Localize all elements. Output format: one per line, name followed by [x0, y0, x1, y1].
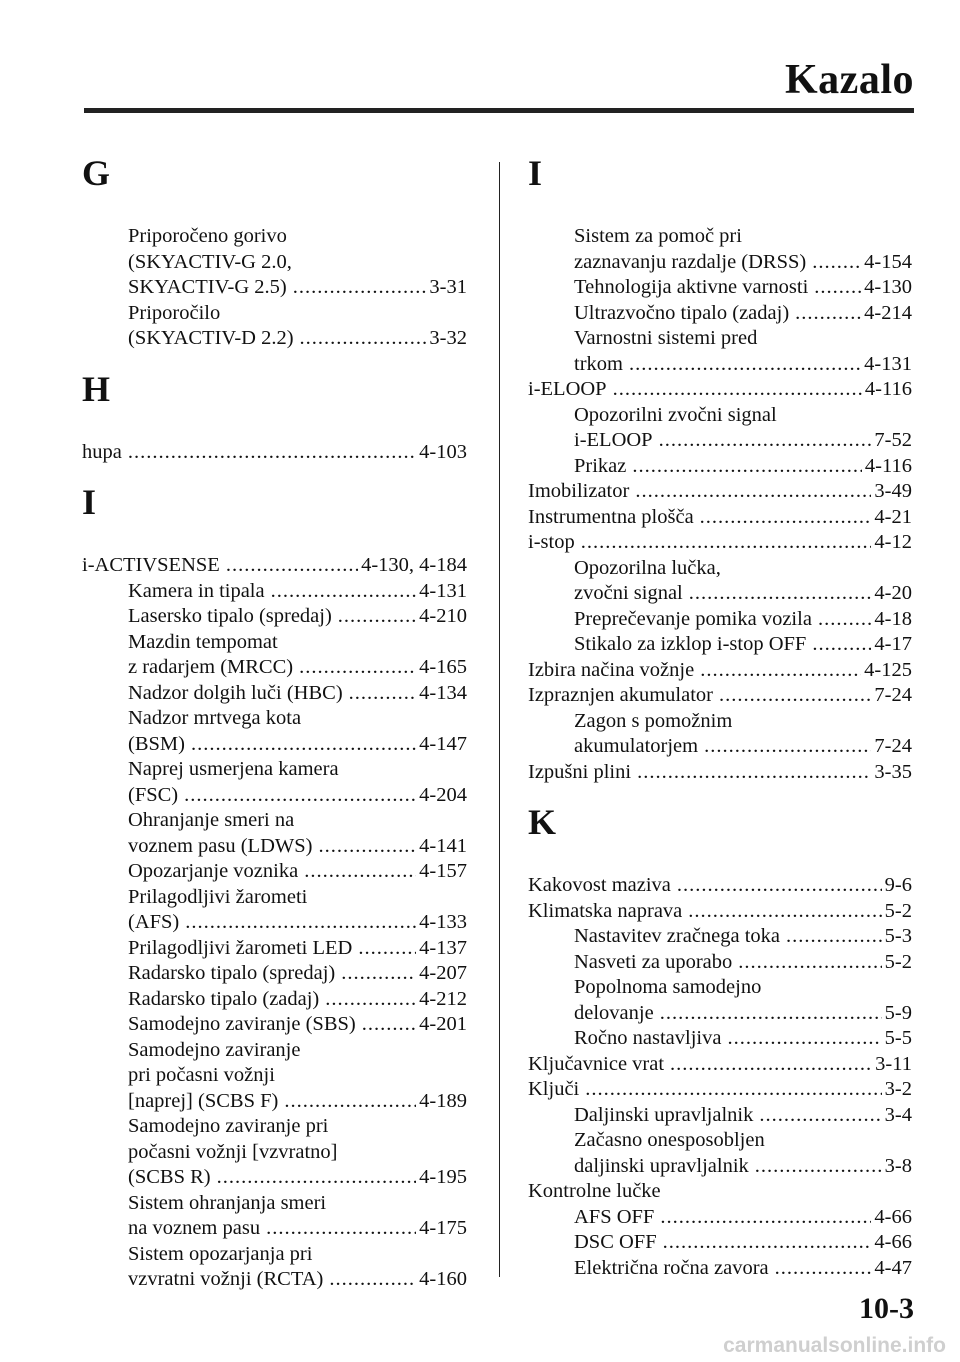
- entry-page-ref: 4-116: [864, 454, 912, 477]
- entry-text: zvočni signal: [574, 582, 683, 604]
- index-subentry: [82, 732, 467, 758]
- index-subentry: [82, 987, 467, 1013]
- section-spacer: [82, 525, 467, 553]
- leader-dots: [795, 301, 861, 327]
- entry-text: Izpušni plini: [528, 760, 632, 783]
- section-spacer: [528, 845, 912, 873]
- index-subentry: [82, 783, 467, 809]
- entry-text: Ključavnice vrat: [528, 1052, 665, 1075]
- entry-page-ref: 4-157: [419, 860, 467, 882]
- entry-text: Opozorilni zvočni signal: [574, 403, 777, 426]
- entry-text: (SKYACTIV-D 2.2): [128, 327, 294, 349]
- entry-page-ref: 4-212: [419, 987, 467, 1010]
- index-subentry: [82, 936, 467, 962]
- entry-page-ref: 4-207: [419, 962, 467, 984]
- index-subentry: [82, 834, 467, 860]
- entry-page-ref: 4-130: [864, 276, 912, 298]
- index-entry: [528, 899, 912, 925]
- leader-dots: [299, 655, 416, 681]
- entry-text: Sistem ohranjanja smeri: [128, 1191, 327, 1214]
- leader-dots: [226, 553, 358, 579]
- entry-text: DSC OFF: [574, 1231, 657, 1253]
- index-entry: [528, 760, 912, 786]
- entry-page-ref: 4-21: [874, 505, 912, 528]
- entry-page-ref: 4-204: [419, 783, 467, 806]
- index-subentry: [82, 681, 467, 707]
- section-letter-g: G: [82, 153, 111, 193]
- entry-text: (AFS): [128, 911, 180, 933]
- entry-text: hupa: [82, 440, 122, 463]
- leader-dots: [660, 1001, 882, 1027]
- entry-text: Prikaz: [574, 454, 627, 477]
- entry-text: akumulatorjem: [574, 735, 699, 757]
- index-subentry: [82, 1191, 467, 1217]
- leader-dots: [689, 581, 872, 607]
- index-subentry: [82, 859, 467, 885]
- index-subentry: [82, 1038, 467, 1064]
- leader-dots: [637, 760, 871, 786]
- index-subentry: [528, 454, 912, 480]
- entry-text: (BSM): [128, 732, 185, 755]
- entry-page-ref: 7-24: [874, 684, 912, 706]
- leader-dots: [727, 1026, 881, 1052]
- index-subentry: [528, 581, 912, 607]
- index-subentry: [528, 1154, 912, 1180]
- entry-text: Zagon s pomožnim: [574, 709, 733, 732]
- entry-text: Popolnoma samodejno: [574, 976, 762, 998]
- index-subentry: [82, 1267, 467, 1293]
- leader-dots: [814, 275, 861, 301]
- leader-dots: [581, 530, 872, 556]
- entry-text: Samodejno zaviranje (SBS): [128, 1013, 356, 1035]
- index-subentry: [82, 1242, 467, 1268]
- leader-dots: [704, 734, 871, 760]
- entry-text: Nasveti za uporabo: [574, 950, 733, 973]
- index-subentry: [528, 1026, 912, 1052]
- index-subentry: [528, 1103, 912, 1129]
- index-subentry: [528, 1128, 912, 1154]
- index-subentry: [82, 224, 467, 250]
- entry-page-ref: 4-20: [874, 582, 912, 604]
- index-subentry: [528, 326, 912, 352]
- leader-dots: [719, 683, 871, 709]
- index-subentry: [82, 655, 467, 681]
- section-spacer: [528, 196, 912, 224]
- entry-text: Ročno nastavljiva: [574, 1027, 722, 1049]
- index-entry: [528, 873, 912, 899]
- index-entry: [528, 1077, 912, 1103]
- index-subentry: [528, 250, 912, 276]
- entry-page-ref: 4-165: [419, 656, 467, 678]
- entry-text: Ohranjanje smeri na: [128, 809, 295, 831]
- entry-text: Preprečevanje pomika vozila: [574, 607, 812, 630]
- entry-text: i-ELOOP: [574, 429, 653, 451]
- index-subentry: [528, 950, 912, 976]
- entry-text: Kontrolne lučke: [528, 1180, 661, 1202]
- index-column-left: [82, 150, 467, 1293]
- entry-page-ref: 3-2: [884, 1078, 912, 1100]
- leader-dots: [812, 632, 871, 658]
- leader-dots: [191, 732, 416, 758]
- section-spacer: [82, 412, 467, 440]
- entry-text: Naprej usmerjena kamera: [128, 758, 339, 780]
- leader-dots: [185, 910, 416, 936]
- leader-dots: [325, 987, 416, 1013]
- leader-dots: [670, 1052, 872, 1078]
- leader-dots: [318, 834, 416, 860]
- entry-text: Radarsko tipalo (spredaj): [128, 962, 336, 984]
- leader-dots: [700, 505, 872, 531]
- entry-text: Ključi: [528, 1078, 580, 1100]
- entry-text: na voznem pasu: [128, 1217, 261, 1239]
- entry-page-ref: 4-137: [419, 936, 467, 959]
- index-subentry: [528, 556, 912, 582]
- index-subentry: [82, 1012, 467, 1038]
- index-subentry: [82, 1063, 467, 1089]
- entry-text: Priporočilo: [128, 301, 221, 324]
- entry-text: Prilagodljivi žarometi LED: [128, 936, 353, 959]
- entry-text: (SKYACTIV-G 2.0,: [128, 250, 292, 273]
- entry-text: Opozarjanje voznika: [128, 860, 299, 882]
- entry-page-ref: 4-131: [864, 352, 912, 375]
- index-subentry: [82, 1140, 467, 1166]
- index-subentry: [528, 403, 912, 429]
- entry-text: Samodejno zaviranje pri: [128, 1115, 329, 1137]
- leader-dots: [349, 681, 417, 707]
- index-subentry: [528, 352, 912, 378]
- entry-text: voznem pasu (LDWS): [128, 834, 313, 857]
- entry-page-ref: 4-12: [874, 531, 912, 553]
- index-subentry: [82, 1114, 467, 1140]
- entry-text: Prilagodljivi žarometi: [128, 885, 308, 908]
- entry-page-ref: 4-125: [864, 658, 912, 681]
- index-subentry: [82, 301, 467, 327]
- entry-page-ref: 3-35: [874, 760, 912, 783]
- entry-text: vzvratni vožnji (RCTA): [128, 1268, 324, 1290]
- index-entry: [528, 479, 912, 505]
- entry-page-ref: 5-5: [884, 1027, 912, 1049]
- index-entry: [82, 553, 467, 579]
- entry-page-ref: 4-130, 4-184: [361, 554, 467, 576]
- index-subentry: [82, 1165, 467, 1191]
- index-entry: [528, 377, 912, 403]
- entry-page-ref: 4-66: [874, 1205, 912, 1228]
- index-subentry: [528, 1001, 912, 1027]
- entry-page-ref: 3-31: [429, 276, 467, 298]
- entry-text: z radarjem (MRCC): [128, 656, 294, 678]
- index-subentry: [528, 632, 912, 658]
- entry-text: delovanje: [574, 1001, 654, 1024]
- entry-page-ref: 3-11: [875, 1052, 912, 1075]
- entry-text: Radarsko tipalo (zadaj): [128, 987, 320, 1010]
- entry-text: zaznavanju razdalje (DRSS): [574, 250, 807, 273]
- index-subentry: [82, 706, 467, 732]
- index-subentry: [82, 250, 467, 276]
- index-subentry: [528, 709, 912, 735]
- index-entry: [528, 683, 912, 709]
- index-subentry: [82, 579, 467, 605]
- entry-text: Kakovost maziva: [528, 874, 671, 896]
- entry-page-ref: 4-154: [864, 250, 912, 273]
- index-subentry: [528, 275, 912, 301]
- entry-text: Kamera in tipala: [128, 579, 265, 602]
- entry-text: Tehnologija aktivne varnosti: [574, 276, 809, 298]
- entry-page-ref: 4-103: [419, 440, 467, 463]
- leader-dots: [755, 1154, 882, 1180]
- leader-dots: [738, 950, 881, 976]
- leader-dots: [659, 428, 872, 454]
- entry-page-ref: 4-18: [874, 607, 912, 630]
- entry-page-ref: 4-214: [864, 301, 912, 324]
- index-subentry: [82, 808, 467, 834]
- section-letter-i: I: [82, 482, 97, 522]
- entry-text: (SCBS R): [128, 1166, 211, 1188]
- leader-dots: [338, 604, 416, 630]
- index-subentry: [528, 301, 912, 327]
- index-subentry: [528, 607, 912, 633]
- section-letter-h: H: [82, 368, 111, 409]
- entry-text: daljinski upravljalnik: [574, 1154, 749, 1177]
- entry-page-ref: 3-32: [429, 327, 467, 349]
- index-subentry: [82, 910, 467, 936]
- index-entry: [528, 505, 912, 531]
- leader-dots: [663, 1230, 872, 1256]
- entry-text: Stikalo za izklop i-stop OFF: [574, 633, 807, 655]
- entry-page-ref: 4-141: [419, 834, 467, 857]
- entry-text: AFS OFF: [574, 1205, 655, 1228]
- index-subentry: [528, 428, 912, 454]
- entry-page-ref: 3-4: [884, 1103, 912, 1126]
- leader-dots: [635, 479, 871, 505]
- index-subentry: [82, 1216, 467, 1242]
- entry-page-ref: 4-210: [419, 605, 467, 627]
- index-subentry: [528, 1230, 912, 1256]
- index-subentry: [82, 604, 467, 630]
- entry-text: Varnostni sistemi pred: [574, 327, 758, 349]
- leader-dots: [184, 783, 416, 809]
- entry-page-ref: 4-134: [419, 681, 467, 704]
- index-subentry: [82, 275, 467, 301]
- entry-text: trkom: [574, 352, 623, 375]
- leader-dots: [271, 579, 417, 605]
- entry-text: (FSC): [128, 783, 179, 806]
- index-column-right: [528, 150, 912, 1281]
- entry-text: Lasersko tipalo (spredaj): [128, 605, 332, 627]
- leader-dots: [585, 1077, 881, 1103]
- entry-page-ref: 3-49: [874, 480, 912, 502]
- leader-dots: [818, 607, 871, 633]
- entry-page-ref: 7-52: [874, 429, 912, 451]
- entry-page-ref: 4-195: [419, 1166, 467, 1188]
- section-spacer: [82, 196, 467, 224]
- column-divider: [499, 162, 500, 1277]
- entry-page-ref: 4-147: [419, 732, 467, 755]
- leader-dots: [775, 1256, 872, 1282]
- entry-page-ref: 9-6: [884, 874, 912, 896]
- index-subentry: [528, 734, 912, 760]
- leader-dots: [660, 1205, 871, 1231]
- entry-text: Instrumentna plošča: [528, 505, 694, 528]
- entry-page-ref: 4-66: [874, 1231, 912, 1253]
- index-subentry: [82, 326, 467, 352]
- leader-dots: [759, 1103, 881, 1129]
- entry-page-ref: 4-131: [419, 579, 467, 602]
- entry-text: i-ACTIVSENSE: [82, 554, 220, 576]
- leader-dots: [362, 1012, 416, 1038]
- entry-text: i-stop: [528, 531, 575, 553]
- entry-text: Izpraznjen akumulator: [528, 684, 713, 706]
- leader-dots: [284, 1089, 416, 1115]
- entry-text: Sistem za pomoč pri: [574, 225, 742, 247]
- leader-dots: [304, 859, 416, 885]
- entry-text: [naprej] (SCBS F): [128, 1089, 279, 1112]
- index-subentry: [528, 224, 912, 250]
- index-subentry: [82, 757, 467, 783]
- leader-dots: [128, 440, 416, 466]
- watermark: carmanualsonline.info: [723, 1334, 946, 1357]
- entry-page-ref: 5-3: [884, 925, 912, 947]
- entry-page-ref: 5-9: [884, 1001, 912, 1024]
- entry-text: Nadzor mrtvega kota: [128, 707, 302, 729]
- index-subentry: [528, 924, 912, 950]
- entry-page-ref: 7-24: [874, 735, 912, 757]
- leader-dots: [217, 1165, 417, 1191]
- leader-dots: [341, 961, 416, 987]
- entry-text: Imobilizator: [528, 480, 630, 502]
- entry-page-ref: 4-47: [874, 1256, 912, 1279]
- leader-dots: [300, 326, 427, 352]
- entry-text: Začasno onesposobljen: [574, 1129, 765, 1151]
- entry-page-ref: 5-2: [884, 899, 912, 922]
- entry-page-ref: 4-116: [864, 378, 912, 400]
- entry-text: Daljinski upravljalnik: [574, 1103, 754, 1126]
- entry-text: Opozorilna lučka,: [574, 556, 721, 579]
- leader-dots: [629, 352, 861, 378]
- index-entry: [528, 1179, 912, 1205]
- index-subentry: [528, 1256, 912, 1282]
- leader-dots: [266, 1216, 416, 1242]
- leader-dots: [632, 454, 862, 480]
- leader-dots: [293, 275, 427, 301]
- entry-text: počasni vožnji [vzvratno]: [128, 1140, 338, 1163]
- index-entry: [82, 440, 467, 466]
- entry-page-ref: 4-175: [419, 1217, 467, 1239]
- entry-text: Priporočeno gorivo: [128, 225, 287, 247]
- entry-page-ref: 4-160: [419, 1268, 467, 1290]
- entry-page-ref: 3-8: [884, 1154, 912, 1177]
- index-subentry: [82, 885, 467, 911]
- index-subentry: [528, 975, 912, 1001]
- entry-text: Mazdin tempomat: [128, 630, 278, 653]
- index-subentry: [528, 1205, 912, 1231]
- entry-page-ref: 4-133: [419, 911, 467, 933]
- leader-dots: [677, 873, 882, 899]
- leader-dots: [700, 658, 861, 684]
- entry-text: SKYACTIV-G 2.5): [128, 276, 287, 298]
- entry-page-ref: 4-17: [874, 633, 912, 655]
- entry-text: Klimatska naprava: [528, 899, 683, 922]
- leader-dots: [613, 377, 862, 403]
- index-entry: [528, 1052, 912, 1078]
- leader-dots: [812, 250, 861, 276]
- entry-text: pri počasni vožnji: [128, 1064, 275, 1086]
- entry-text: Električna ročna zavora: [574, 1256, 769, 1279]
- entry-text: Nadzor dolgih luči (HBC): [128, 681, 343, 704]
- header-rule: [84, 108, 914, 113]
- leader-dots: [358, 936, 416, 962]
- leader-dots: [688, 899, 881, 925]
- index-subentry: [82, 1089, 467, 1115]
- entry-page-ref: 4-189: [419, 1089, 467, 1112]
- entry-text: Izbira načina vožnje: [528, 658, 695, 681]
- section-letter-i: I: [528, 153, 543, 193]
- section-letter-k: K: [528, 802, 557, 842]
- leader-dots: [786, 924, 882, 950]
- entry-text: i-ELOOP: [528, 378, 607, 400]
- index-entry: [528, 530, 912, 556]
- entry-text: Ultrazvočno tipalo (zadaj): [574, 301, 790, 324]
- index-subentry: [82, 630, 467, 656]
- entry-page-ref: 4-201: [419, 1013, 467, 1035]
- entry-text: Sistem opozarjanja pri: [128, 1242, 313, 1265]
- page-number: 10-3: [859, 1292, 914, 1325]
- page-header-title: Kazalo: [785, 57, 914, 103]
- index-entry: [528, 658, 912, 684]
- entry-text: Nastavitev zračnega toka: [574, 925, 781, 947]
- leader-dots: [329, 1267, 416, 1293]
- index-subentry: [82, 961, 467, 987]
- entry-page-ref: 5-2: [884, 950, 912, 973]
- entry-text: Samodejno zaviranje: [128, 1038, 301, 1061]
